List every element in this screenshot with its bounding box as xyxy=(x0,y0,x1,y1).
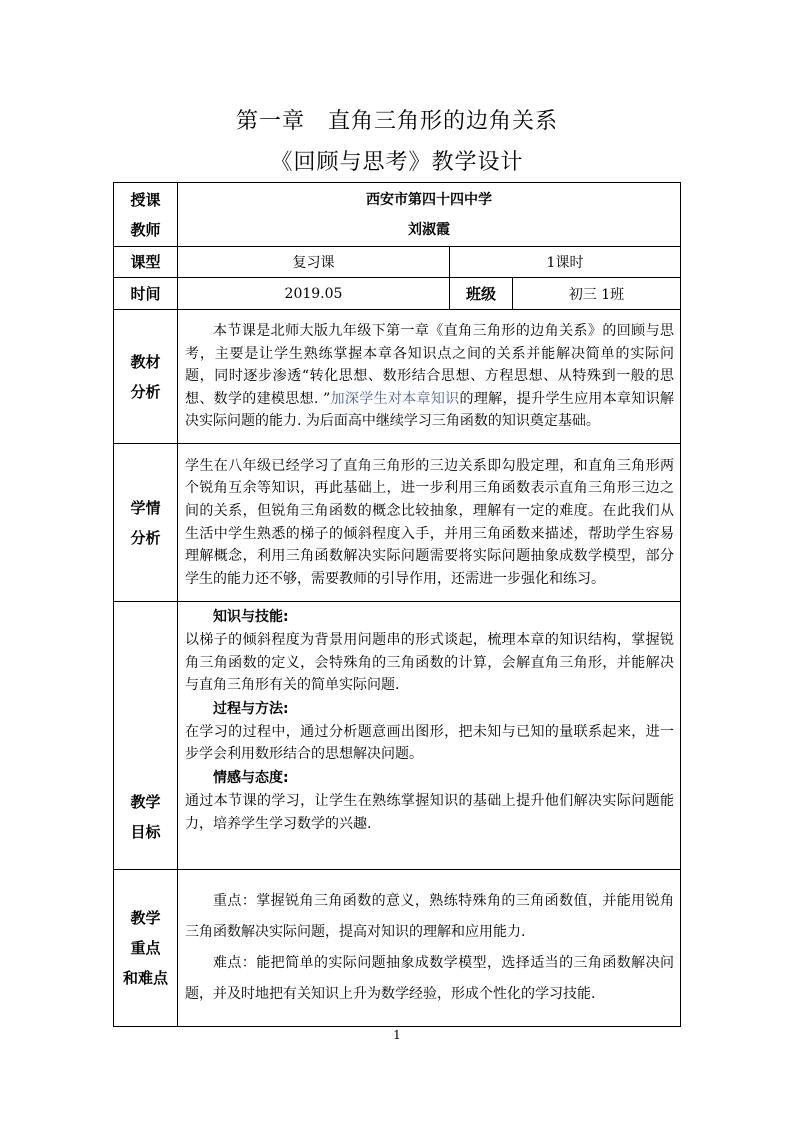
process-heading: 过程与方法: xyxy=(213,700,289,717)
material-analysis-row xyxy=(114,310,681,444)
material-analysis-text: 本节课是北师大版九年级下第一章《直角三角形的边角关系》的回顾与思考，主要是让学生熟练掌握本章各知识点之间的关系并能解决简单的实际问题，同时逐步渗透“转化思想、数形结合思想、方程思想、从特殊到一般的思想、数学的建模思想. ”加深学生对本章知识的理解，提升学生应用本章知识解决实际问题的能力. 为后面高中继续学习三角函数的知识奠定基础。 xyxy=(178,310,681,444)
material-analysis-label: 教材 分析 xyxy=(114,310,178,444)
page-number: 1 xyxy=(393,1028,401,1042)
process-text: 在学习的过程中，通过分析题意画出图形，把未知与已知的量联系起来，进一步学会利用数形结合的思想解决问题。 xyxy=(185,723,675,763)
teacher-value xyxy=(178,183,681,247)
objectives-content xyxy=(178,602,681,870)
teacher-row xyxy=(114,183,681,247)
attitude-text: 通过本节课的学习，让学生在熟练掌握知识的基础上提升他们解决实际问题能力，培养学生学习数学的兴趣. xyxy=(185,792,675,832)
difficulty-text: 难点：能把简单的实际问题抽象成数学模型，选择适当的三角函数解决问题，并及时地把有关知识上升为数学经验，形成个性化的学习技能. xyxy=(185,955,675,1002)
student-analysis-row xyxy=(114,444,681,602)
course-type-row xyxy=(114,247,681,278)
lesson-plan-table xyxy=(113,182,681,1027)
course-hours: 1课时 xyxy=(450,247,681,278)
objectives-row xyxy=(114,602,681,870)
knowledge-heading: 知识与技能: xyxy=(213,609,289,625)
class-label: 班级 xyxy=(450,278,513,310)
key-points-label: 教学 重点 和难点 xyxy=(114,870,178,1027)
time-row xyxy=(114,278,681,310)
knowledge-text: 以梯子的倾斜程度为背景用问题串的形式谈起，梳理本章的知识结构，掌握锐角三角函数的定义，会特殊角的三角函数的计算，会解直角三角形，并能解决与直角三角形有关的简单实际问题. xyxy=(185,632,675,694)
school-name: 西安市第四十四中学 xyxy=(366,191,492,208)
teacher-name: 刘淑霞 xyxy=(408,221,450,238)
class-value: 初三 1班 xyxy=(513,278,681,310)
time-value: 2019.05 xyxy=(178,278,450,310)
lesson-title: 《回顾与思考》教学设计 xyxy=(270,150,524,175)
course-type-value: 复习课 xyxy=(178,247,450,278)
objectives-label: 教学 目标 xyxy=(114,602,178,870)
chapter-title: 第一章 直角三角形的边角关系 xyxy=(235,109,558,134)
student-analysis-label: 学情 分析 xyxy=(114,444,178,602)
attitude-heading: 情感与态度: xyxy=(213,769,289,786)
key-point-text: 重点：掌握锐角三角函数的意义，熟练特殊角的三角函数值，并能用锐角三角函数解决实际问题，提高对知识的理解和应用能力. xyxy=(185,893,675,940)
highlight-text: 加深学生对本章知识 xyxy=(330,390,460,407)
course-type-label: 课型 xyxy=(114,247,178,278)
key-points-content xyxy=(178,870,681,1027)
time-label: 时间 xyxy=(114,278,178,310)
teacher-label: 授课 教师 xyxy=(114,183,178,247)
key-points-row xyxy=(114,870,681,1027)
student-analysis-text: 学生在八年级已经学习了直角三角形的三边关系即勾股定理，和直角三角形两个锐角互余等知识，再此基础上，进一步利用三角函数表示直角三角形三边之间的关系，但锐角三角函数的概念比较抽象，理解有一定的难度。在此我们从生活中学生熟悉的梯子的倾斜程度入手，并用三角函数来描述，帮助学生容易理解概念，利用三角函数解决实际问题需要将实际问题抽象成数学模型，部分学生的能力还不够，需要教师的引导作用，还需进一步强化和练习。 xyxy=(178,444,681,602)
